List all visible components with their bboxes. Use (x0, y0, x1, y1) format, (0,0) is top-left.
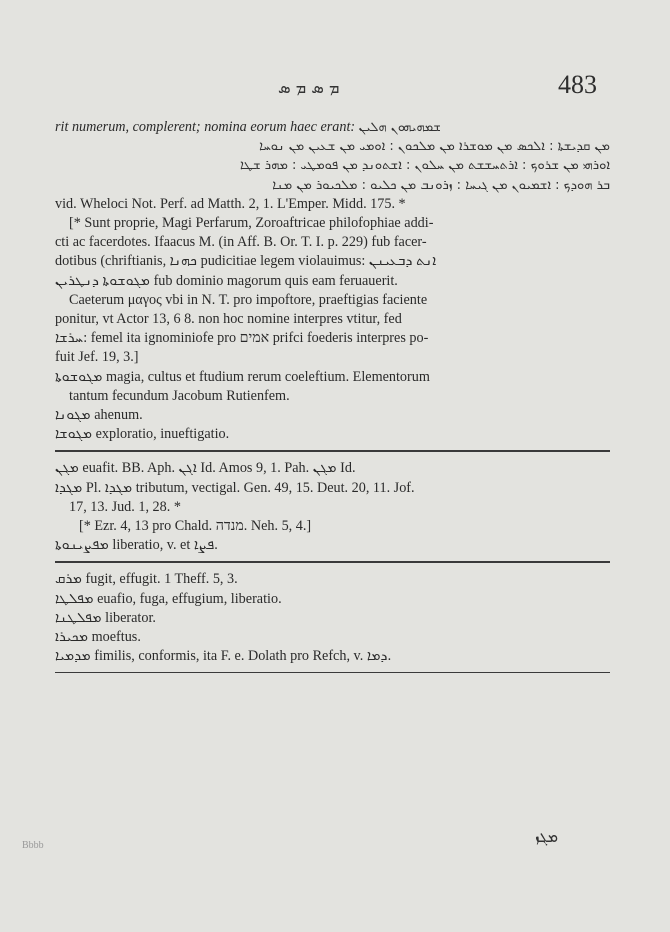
running-head: ܡ ܣ ܡ ܣ (278, 78, 340, 97)
note-line-4: ܡܓܘܫܘܬܐ ܕܢܛܪܝܢ fub dominio magorum quis eam feruauerit. (55, 272, 398, 289)
entry-magia: ܡܓܘܫܘܬܐ magia, cultus et ftudium rerum coeleftium. Elementorum (55, 368, 430, 385)
page-number: 483 (558, 70, 597, 99)
note-line-7: ܚܪܫܐ: femel ita ignominiofe pro אמים prifci foederis interpres po- (55, 330, 429, 347)
note-line-8: fuit Jef. 19, 3.] (55, 349, 139, 366)
section-divider (55, 672, 610, 673)
entry-exploratio: ܡܓܘܫܐ exploratio, inueftigatio. (55, 426, 230, 443)
note-line-3: dotibus (chriftianis, ܟܗܢܐ pudicitiae legem violauimus: ܐܢܬ ܕܒܥܝܢܢ (55, 253, 437, 270)
note-ezra: [* Ezr. 4, 13 pro Chald. מנדה. Neh. 5, 4.] (79, 518, 312, 535)
syriac-line-3: ܒܪ ܗܘܕܟ : ܐܫܡܝܘܢ ܡܢ ܓܝܚܐ : ܙܪܘܢܒ ܡܢ ܟܠܝܘ : ܡܠܟܝܘܪ ܡܢ ܡܢܐ (272, 177, 610, 193)
entry-euasio: ܡܦܠܛܐ euafio, fuga, effugium, liberatio. (55, 590, 282, 607)
entry-moestus: ܡܟܝܪܐ moeftus. (55, 629, 141, 646)
entry-tributum: ܡܓܕܐ Pl. ܡܓܕܐ tributum, vectigal. Gen. 49, 15. Deut. 20, 11. Jof. (55, 479, 415, 496)
page-body (55, 118, 610, 680)
entry-ahenum: ܡܓܘܢܐ ahenum. (55, 407, 143, 424)
syriac-line-2: ܐܘܪܗܝ ܡܢ ܫܪܘܟ : ܐܪܬܚܫܫܬ ܡܢ ܚܠܘܢ : ܐܫܬܘܢܕ ܡܢ ܦܘܡܛܝ : ܡܗܪ ܫܛܐ (239, 158, 610, 174)
entry-tributum-cont: 17, 13. Jud. 1, 28. * (69, 498, 181, 515)
entry-fugit: ܡܪܩ fugit, effugit. 1 Theff. 5, 3. (55, 571, 238, 588)
entry-liberator: ܡܦܠܛܢܐ liberator. (55, 609, 156, 626)
note-line-6: ponitur, vt Actor 13, 6 8. non hoc nomine interpres vtitur, fed (55, 311, 402, 328)
entry-magia-cont: tantum fecundum Jacobum Rutienfem. (69, 387, 290, 404)
entry-euafit: ܡܓܢ euafit. BB. Aph. ܐܓܢ Id. Amos 9, 1. Pah. ܡܓܢ Id. (55, 460, 356, 477)
line-reference: vid. Wheloci Not. Perf. ad Matth. 2, 1. L'Emper. Midd. 175. * (55, 195, 406, 212)
section-divider (55, 561, 610, 563)
syriac-line-1: ܡܢ ܩܕܝܫܬܐ : ܐܠܟܣ ܡܢ ܡܘܫܪܐ ܡܢ ܡܠܟܘܢ : ܐܘܡܝ ܡܢ ܫܥܝܢ ܡܢ ܢܘܚܐ (259, 139, 610, 155)
line-1: rit numerum, complerent; nomina eorum haec erant: ܫܡܗܝܗܘܢ ܗܠܝܢ (55, 119, 441, 135)
section-divider (55, 450, 610, 452)
entry-similis: ܡܕܡܝܐ fimilis, conformis, ita F. e. Dolath pro Refch, v. ܕܡܐ. (55, 648, 392, 665)
note-line-2: cti ac facerdotes. Ifaacus M. (in Aff. B. Or. T. I. p. 229) fub facer- (55, 234, 427, 251)
entry-liberatio: ܡܦܨܝܢܘܬܐ liberatio, v. et ܦܨܐ. (55, 537, 218, 554)
signature-mark: Bbbb (22, 840, 44, 851)
note-line-1: [* Sunt proprie, Magi Perfarum, Zoroaftricae philofophiae addi- (69, 215, 434, 232)
note-line-5: Caeterum μαγος vbi in N. T. pro impoftore, praeftigias faciente (69, 291, 428, 308)
syriac-text: ܫܡܗܝܗܘܢ ܗܠܝܢ (358, 120, 441, 135)
catchword: ܡܓܙ (535, 827, 559, 846)
